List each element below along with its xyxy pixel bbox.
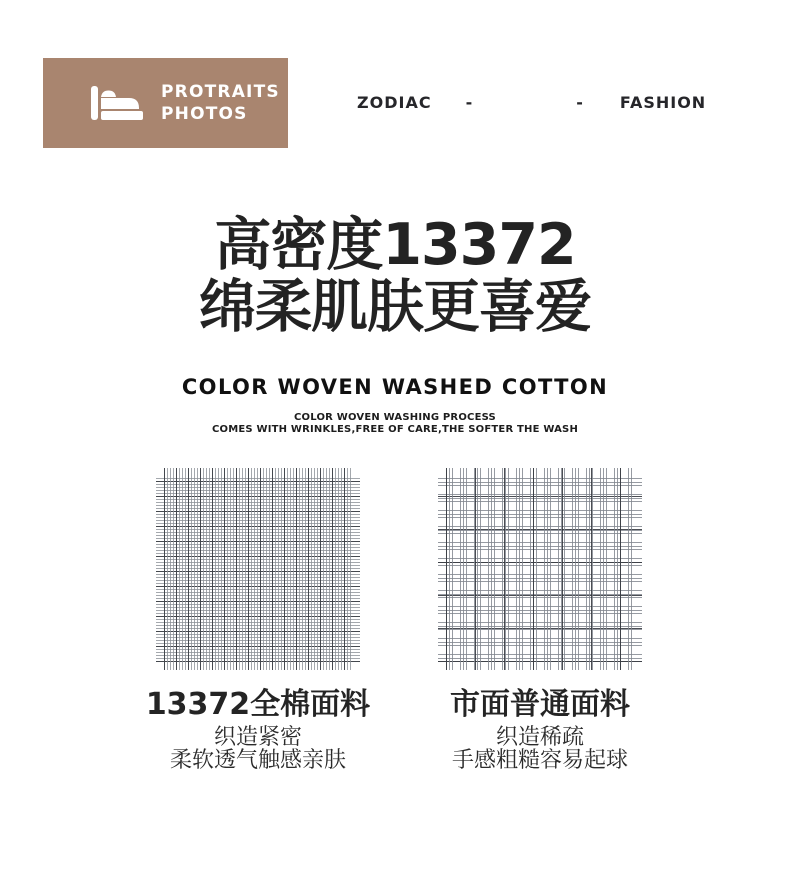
brand-badge <box>43 58 288 148</box>
fabric-title: 13372全棉面料 <box>145 687 371 722</box>
nav-separator-2: - <box>576 93 584 112</box>
hero-title-line1: 高密度13372 <box>214 212 576 278</box>
fabric-description <box>452 726 628 772</box>
hero-tagline-line1: COLOR WOVEN WASHING PROCESS <box>294 412 496 423</box>
fabric-desc-line2: 柔软透气触感亲肤 <box>169 748 346 773</box>
brand-badge-line2: PHOTOS <box>161 104 248 124</box>
fabric-column-13372-cotton <box>145 468 371 773</box>
hero-tagline-line2: COMES WITH WRINKLES,FREE OF CARE,THE SOFTER THE WASH <box>211 424 579 435</box>
nav-separator-1: - <box>465 93 474 112</box>
hero-section <box>0 214 790 436</box>
hero-subtitle: COLOR WOVEN WASHED COTTON <box>181 375 609 399</box>
top-nav <box>357 93 706 112</box>
dense-weave-swatch <box>156 468 360 670</box>
sparse-weave-vertical-threads <box>446 468 634 670</box>
nav-item-fashion: FASHION <box>619 93 707 112</box>
nav-item-zodiac: ZODIAC <box>357 93 432 112</box>
bed-icon <box>91 85 143 121</box>
fabric-description <box>170 726 346 772</box>
fabric-desc-line1: 织造紧密 <box>213 725 302 750</box>
hero-tagline <box>0 412 790 436</box>
fabric-title: 市面普通面料 <box>450 687 630 722</box>
hero-title-line2: 绵柔肌肤更喜爱 <box>199 274 591 340</box>
brand-badge-text <box>161 81 280 125</box>
brand-badge-line1: PROTRAITS <box>161 81 280 102</box>
fabric-comparison-row <box>4 468 790 772</box>
fabric-desc-line2: 手感粗糙容易起球 <box>451 748 628 773</box>
sparse-weave-swatch <box>438 468 642 670</box>
dense-weave-vertical-threads <box>164 468 352 670</box>
hero-title <box>0 214 790 338</box>
fabric-column-ordinary <box>430 468 650 772</box>
fabric-desc-line1: 织造稀疏 <box>495 725 584 750</box>
